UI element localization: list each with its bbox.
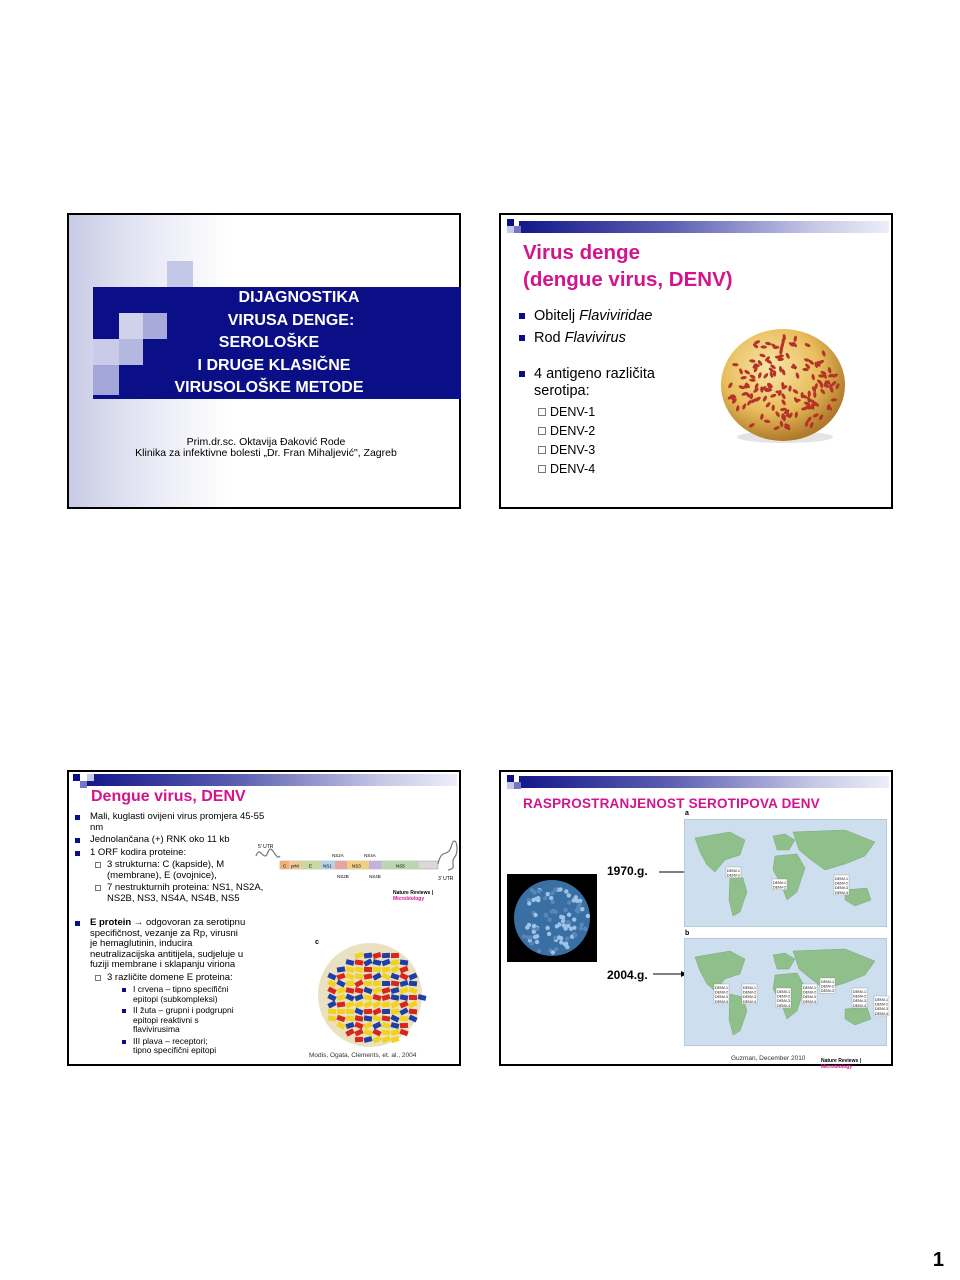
capsid-dot (545, 926, 549, 930)
author-affiliation: Klinika za infektivne bolesti „Dr. Fran Mihaljević", Zagreb (135, 447, 397, 459)
decor-square (507, 226, 514, 233)
serotype-label: DENV-1 (875, 998, 888, 1002)
capsid-dot (576, 905, 580, 909)
map-land (685, 939, 888, 1047)
author-name: Prim.dr.sc. Oktavija Đaković Rode (186, 436, 346, 448)
author-block (69, 437, 463, 459)
capsid-dot (564, 889, 568, 893)
utr5-curve (256, 849, 280, 857)
protein-domain-block (400, 1023, 408, 1028)
segment-label: C (283, 863, 287, 869)
protein-domain-block (364, 967, 372, 972)
capsid-dot (553, 936, 557, 940)
serotype-label: DENV-2 (727, 873, 740, 878)
panel-label: c (315, 939, 319, 946)
virus-particle-image (719, 325, 849, 450)
capsid-dot (567, 893, 571, 897)
decor-square (93, 365, 119, 395)
capsid-dot (566, 920, 570, 924)
continent-shape (793, 830, 875, 870)
capsid-dot (550, 891, 554, 895)
capsid-dot (537, 949, 541, 953)
capsid-dot (551, 950, 555, 954)
capsid-dot (554, 947, 558, 951)
map-land (685, 820, 888, 928)
serotype-label: DENV-3 (821, 989, 834, 994)
capsid-dot (576, 909, 580, 913)
protein-domain-block (328, 1009, 336, 1014)
protein-domain-block (346, 1009, 354, 1014)
protein-domain-block (391, 953, 399, 958)
capsid-dot (532, 924, 536, 928)
serotype-label: DENV-1 (835, 877, 848, 881)
list-item (519, 308, 719, 326)
capsid-dot (549, 896, 553, 900)
capsid-dot (527, 901, 531, 905)
serotype-label: DENV-4 (835, 890, 848, 895)
image-credit: Guzman, December 2010 (731, 1055, 806, 1062)
item-text: 4 antigeno različita serotipa: (534, 365, 655, 399)
protein-domain-block (337, 1009, 345, 1014)
utr3-label: 3' UTR (438, 876, 454, 882)
protein-domain-block (346, 981, 354, 986)
serotype-item: DENV-2 (538, 422, 719, 441)
decor-square (80, 781, 87, 788)
capsid-dot (533, 913, 537, 917)
protein-domain-block (373, 967, 381, 973)
year-label-2004: 2004.g. (607, 968, 648, 982)
serotype-label: DENV-2 (715, 990, 728, 995)
slide-dengue-structure (67, 770, 461, 1066)
segment-label: NS1 (323, 863, 332, 869)
capsid-dot (583, 927, 587, 931)
protein-domain-block (400, 1016, 408, 1022)
capsid-dot (528, 935, 532, 939)
serotype-label: DENV-1 (727, 869, 740, 873)
protein-domain-block (409, 1009, 417, 1015)
checkbox-icon (538, 427, 546, 435)
capsid-dot (536, 898, 540, 902)
heading-line: Virus denge (523, 241, 640, 264)
serotype-label: DENV-2 (853, 994, 866, 999)
source-tag: Nature Reviews | Microbiology (393, 890, 434, 902)
capsid-dot (580, 922, 584, 926)
capsid-dot (573, 933, 577, 937)
capsid-dot (562, 923, 566, 927)
page-number: 1 (932, 1249, 944, 1271)
capsid-dot (567, 913, 571, 917)
checkbox-icon (538, 446, 546, 454)
decor-square (507, 219, 514, 226)
header-bar (519, 776, 889, 788)
serotype-label: DENV-4 (715, 999, 728, 1004)
serotype-label: DENV-1 (773, 881, 786, 885)
bullet-icon (75, 851, 80, 856)
bullet-icon (519, 335, 525, 341)
segment-label: NS2B (337, 874, 349, 879)
list-item: 1 ORF kodira proteine: (75, 848, 265, 859)
list-item (519, 330, 719, 348)
bullet-list (519, 308, 719, 483)
capsid-dot (565, 937, 569, 941)
decor-square (73, 774, 80, 781)
protein-domain-block (400, 960, 409, 966)
genus-name: Flavivirus (564, 330, 626, 346)
capsid-dot (563, 908, 567, 912)
capsid-dot (547, 918, 551, 922)
capsid-dot (572, 917, 576, 921)
decor-square (514, 226, 521, 233)
capsid-dot (579, 926, 583, 930)
segment-label: NS2A (332, 853, 344, 858)
decor-square (87, 774, 94, 781)
sub-item: 3 različite domene E proteina: (75, 973, 265, 984)
protein-domain-block (355, 1037, 363, 1042)
serotype-label: DENV-2 (835, 881, 848, 886)
segment-label: NS4A (364, 853, 376, 858)
utr5-label: 5' UTR (258, 844, 274, 850)
serotype-label: DENV-4 (743, 999, 756, 1004)
serotype-label: DENV-2 (803, 990, 816, 995)
serotype-label: DENV-1 (715, 986, 728, 990)
segment-label: NS3 (352, 863, 361, 869)
capsid-dot (554, 910, 558, 914)
item-text: Rod (534, 330, 565, 346)
capsid-dot (558, 887, 562, 891)
serotype-label: DENV-2 (777, 994, 790, 999)
segment-label: NS4B (369, 874, 381, 879)
protein-domain-block (364, 953, 373, 959)
capsid-dot (522, 934, 526, 938)
e-protein-structure-image (315, 942, 425, 1048)
list-item: Mali, kuglasti ovijeni virus promjera 45-55 nm (75, 812, 265, 833)
bullet-icon (75, 815, 80, 820)
serotype-label: DENV-1 (743, 986, 756, 990)
checkbox-icon (95, 885, 101, 891)
protein-domain-block (391, 1009, 399, 1015)
slide-virus-denge (499, 213, 893, 509)
continent-shape (773, 953, 795, 969)
sub-sub-item: II žuta – grupni i podgrupni epitopi reaktivni s flavivirusima (75, 1006, 245, 1035)
list-item: Jednolančana (+) RNK oko 11 kb (75, 835, 265, 846)
capsid-dot (535, 940, 539, 944)
protein-domain-block (409, 981, 417, 987)
title-line: VIRUSA DENGE: (227, 311, 355, 329)
heading-line: (dengue virus, DENV) (523, 268, 733, 291)
protein-domain-block (364, 1009, 372, 1015)
serotype-label: DENV-4 (803, 999, 816, 1004)
decor-square (507, 782, 514, 789)
capsid-dot (546, 892, 550, 896)
bullet-icon (75, 838, 80, 843)
serotype-label: DENV-4 (777, 1003, 790, 1008)
capsid-dot (553, 887, 557, 891)
capsid-dot (586, 914, 590, 918)
serotype-label: DENV-3 (777, 999, 790, 1004)
capsid-dot (557, 922, 561, 926)
capsid-dot (529, 941, 533, 945)
checkbox-icon (95, 975, 101, 981)
capsid-dot (525, 925, 529, 929)
capsid-dot (537, 889, 541, 893)
protein-domain-block (373, 981, 381, 987)
list-item: E protein → odgovoran za serotipnu specifičnost, vezanje za Rp, virusni je hemaglutinin, inducira neutralizacijska antitijela, sudjeluje u fuziji membrane i sklapanju viriona (75, 918, 247, 971)
panel-label: a (685, 810, 689, 817)
protein-domain-block (382, 1002, 390, 1008)
capsid-dot (531, 898, 535, 902)
capsid-dot (543, 896, 547, 900)
e-protein-label: E protein (90, 917, 132, 928)
continent-shape (729, 875, 747, 916)
header-bar (87, 774, 457, 786)
segment-label: E (309, 863, 313, 869)
capsid-dot (559, 915, 563, 919)
capsid-dot (550, 909, 554, 913)
slide-heading (523, 239, 733, 293)
protein-domain-block (382, 967, 391, 973)
continent-shape (695, 832, 745, 872)
capsid-dot (551, 900, 555, 904)
serotype-item: DENV-1 (538, 403, 719, 422)
decor-square (93, 339, 119, 365)
protein-domain-block (382, 1009, 390, 1014)
serotype-label: DENV-1 (777, 990, 790, 994)
sub-sub-item: I crvena – tipno specifični epitopi (subkompleksi) (75, 985, 245, 1004)
sub-item: 7 nestrukturnih proteina: NS1, NS2A, NS2B, NS3, NS4A, NS4B, NS5 (75, 883, 265, 904)
capsid-dot (559, 936, 563, 940)
bullet-icon (519, 371, 525, 377)
decor-square (507, 775, 514, 782)
arrow-icon (653, 970, 687, 978)
serotype-label: DENV-3 (835, 886, 848, 891)
segment-label: NS5 (396, 863, 405, 869)
checkbox-icon (538, 408, 546, 416)
serotype-label: DENV-2 (743, 990, 756, 995)
utr3-curve (438, 841, 457, 870)
slide-body (75, 812, 265, 1058)
segment-label: prM (291, 863, 299, 869)
serotype-label: DENV-1 (821, 980, 834, 984)
capsid-dot (567, 900, 571, 904)
bullet-icon (519, 313, 525, 319)
family-name: Flaviviridae (579, 308, 653, 324)
year-label-1970: 1970.g. (607, 864, 648, 878)
continent-shape (773, 834, 795, 850)
protein-domain-block (382, 981, 390, 986)
serotype-label: DENV-3 (803, 995, 816, 1000)
serotype-label: DENV-3 (715, 995, 728, 1000)
title-line: VIRUSOLOŠKE METODE (174, 379, 364, 396)
continent-shape (773, 854, 805, 900)
capsid-dot (561, 919, 565, 923)
serotype-label: DENV-3 (743, 995, 756, 1000)
title-line: SEROLOŠKE (218, 334, 320, 351)
checkbox-icon (95, 862, 101, 868)
protein-domain-block (382, 1030, 390, 1035)
slide-heading: RASPROSTRANJENOST SEROTIPOVA DENV (523, 796, 820, 811)
decor-square (167, 261, 193, 287)
capsid-dot (535, 927, 539, 931)
serotype-label: DENV-4 (853, 1003, 866, 1008)
serotype-label: DENV-2 (875, 1002, 888, 1007)
title-line: I DRUGE KLASIČNE (197, 356, 351, 374)
capsid-dot (580, 907, 584, 911)
capsid-dot (532, 890, 536, 894)
serotype-label: DENV-2 (773, 885, 786, 890)
world-map-2004 (684, 938, 887, 1046)
virus-model-image (507, 874, 597, 962)
serotype-item: DENV-3 (538, 441, 719, 460)
capsid-dot (572, 898, 576, 902)
capsid-dot (535, 934, 539, 938)
world-map-1970 (684, 819, 887, 927)
image-credit: Modis, Ogata, Clements, et. al., 2004 (309, 1052, 417, 1059)
bullet-icon (122, 1040, 126, 1044)
sub-sub-item: III plava – receptori; tipno specifični epitopi (75, 1037, 225, 1056)
serotype-label: DENV-3 (853, 999, 866, 1004)
continent-shape (845, 1007, 871, 1025)
presentation-title (139, 287, 439, 400)
serotype-label: DENV-2 (821, 984, 834, 989)
serotype-label: DENV-1 (853, 990, 866, 994)
serotype-item: DENV-4 (538, 460, 719, 479)
header-bar (519, 221, 889, 233)
sub-item: 3 strukturna: C (kapside), M (membrane), E (ovojnice), (75, 860, 265, 881)
slide-heading: Dengue virus, DENV (91, 788, 246, 805)
decor-square (514, 782, 521, 789)
bullet-icon (75, 921, 80, 926)
capsid-dot (544, 913, 548, 917)
serotype-label: DENV-4 (875, 1011, 888, 1016)
slide-title (67, 213, 461, 509)
slide-serotype-distribution (499, 770, 893, 1070)
list-item (519, 366, 719, 479)
protein-domain-block (364, 981, 372, 987)
bullet-icon (122, 988, 126, 992)
panel-label: b (685, 930, 690, 937)
protein-domain-block (409, 995, 417, 1000)
source-tag: Nature Reviews | Microbiology (821, 1058, 862, 1070)
capsid-dot (564, 942, 568, 946)
segment-ns2 (335, 861, 347, 869)
serotype-label: DENV-1 (803, 986, 816, 990)
item-text: Obitelj (534, 308, 580, 324)
protein-domain-block (346, 1016, 354, 1022)
serotype-label: DENV-3 (875, 1007, 888, 1012)
segment-ns4 (369, 861, 381, 869)
checkbox-icon (538, 465, 546, 473)
title-line: DIJAGNOSTIKA (238, 289, 360, 306)
serotype-list (538, 403, 719, 479)
capsid-dot (547, 932, 551, 936)
bullet-icon (122, 1009, 126, 1013)
protein-domain-block (382, 953, 390, 959)
